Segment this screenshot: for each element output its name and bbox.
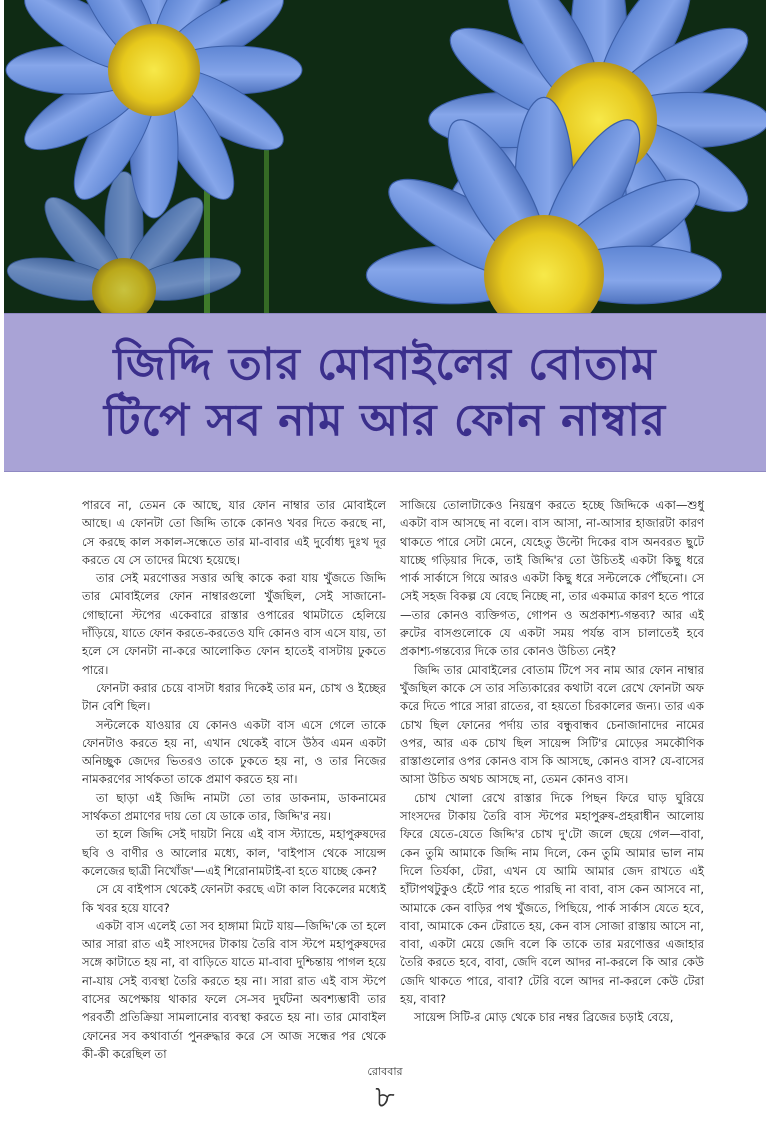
- paragraph: সায়েন্স সিটি-র মোড় থেকে চার নম্বর ব্রিজের চড়াই বেয়ে,: [414, 1010, 674, 1025]
- article-column-left: [82, 496, 386, 1063]
- paragraph: সে যে বাইপাস থেকেই ফোনটা করছে এটা কাল বিকেলের মধ্যেই কি খবর হয়ে যাবে?: [82, 882, 386, 915]
- paragraph: ফোনটা করার চেয়ে বাসটা ধরার দিকেই তার মন, চোখ ও ইচ্ছের টান বেশি ছিল।: [82, 680, 386, 714]
- paragraph: তার সেই মরণোত্তর সত্তার অস্থি কাকে করা যায় খুঁজতে জিদ্দি তার মোবাইলের ফোন নাম্বারগুলো খুঁজছিল, সেই সাজানো-গোছানো স্টপের একেবারে রাস্তার ওপারের থামটাতে হেলিয়ে দাঁড়িয়ে, যাতে ফোন করতে-করতেও যদি কোনও বাস এসে যায়, তা হলে সে ফোনটা না-করে আলোকিত ফোন হাতেই বাসটায় ঢুকতে পারে।: [82, 571, 386, 677]
- headline-line-2: টিপে সব নাম আর ফোন নাম্বার: [103, 394, 667, 446]
- page-footer: [0, 1063, 770, 1114]
- article-column-right: [400, 496, 704, 1063]
- paragraph: তা ছাড়া এই জিদ্দি নামটা তো তার ডাকনাম, ডাকনামের সার্থকতা প্রমাণের দায় তো যে ডাকে তার, জিদ্দি'র নয়।: [82, 790, 386, 824]
- article-body: [82, 496, 704, 1063]
- paragraph: সল্টলেকে যাওয়ার যে কোনও একটা বাস এসে গেলে তাকে ফোনটাও করতে হয় না, এখান থেকেই বাসে উঠব এমন একটা অনিচ্ছুক জেদের ভিতরও তাকে ঢুকতে হয় না, ও তার নিজের নামকরণের সার্থকতা তাকে প্রমাণ করতে হয় না।: [82, 717, 386, 787]
- paragraph: সাজিয়ে তোলাটাকেও নিয়ন্ত্রণ করতে হচ্ছে জিদ্দিকে একা—শুধু একটা বাস আসছে না বলে। বাস আসা, না-আসার হাজারটা কারণ থাকতে পারে সেটা মেনে, যেহেতু উল্টো দিকের বাস অনবরত ছুটে যাচ্ছে গড়িয়ার দিকে, তাই জিদ্দি'র তো উচিতই একটা কিছু ধরে পার্ক সার্কাসে গিয়ে আরও একটা কিছু ধরে সল্টলেকে পৌঁছনো। সে সেই সহজ বিকল্প যে বেছে নিচ্ছে না, তার একমাত্র কারণ হতে পারে—তার কোনও ব্যক্তিগত, গোপন ও অপ্রকাশ্য-গন্তব্য? আর এই রুটের বাসগুলোকে যে একটা সময় পর্যন্ত বাস চালাতেই হবে প্রকাশ্য-গন্তব্যের দিকে তার কোনও উচিত্য নেই?: [400, 498, 704, 659]
- flower-photo: [4, 0, 766, 313]
- paragraph: চোখ খোলা রেখে রাস্তার দিকে পিছন ফিরে ঘাড় ঘুরিয়ে সাংসদের টাকায় তৈরি বাস স্টপের মহাপুরুষ-প্রহরাধীন আলোয় ফিরে যেতে-যেতে জিদ্দি'র চোখ দু'টো জলে ছেয়ে গেল—বাবা, কেন তুমি আমাকে জিদ্দি নাম দিলে, কেন তুমি আমার ভাল নাম দিলে তির্যকা, টেরা, এখন যে আমি আমার জেদ রাখতে এই হাঁটাপথটুকুও হেঁটে পার হতে পারছি না বাবা, বাস কেন আসবে না, আমাকে কেন বাড়ির পথ খুঁজতে, পিছিয়ে, পার্ক সার্কাস যেতে হবে, বাবা, আমাকে কেন টেরাতে হয়, কেন বাস সোজা রাস্তায় আসে না, বাবা, একটা মেয়ে জেদি বলে কি তাকে তার মরণোত্তর এজাহার তৈরি করতে হবে, বাবা, জেদি বলে আদর না-করলে কি আর কেউ জেদি থাকতে পারে, বাবা? টেরি বলে আদর না-করলে কেউ টেরা হয়, বাবা?: [400, 790, 704, 1007]
- paragraph: তা হলে জিদ্দি সেই দায়টা নিয়ে এই বাস স্ট্যান্ডে, মহাপুরুষদের ছবি ও বাণীর ও আলোর মধ্যে, কাল, 'বাইপাস থেকে সায়েন্স কলেজের ছাত্রী নিখোঁজ'—এই শিরোনামটাই-বা হতে যাচ্ছে কেন?: [82, 827, 386, 878]
- paragraph: পারবে না, তেমন কে আছে, যার ফোন নাম্বার তার মোবাইলে আছে। এ ফোনটা তো জিদ্দি তাকে কোনও খবর দিতে করছে না, সে করছে কাল সকাল-সন্ধেতে তার মা-বাবার এই দুর্বোধ্য দুঃখ দূর করতে যে সে তাদের মিথ্যে হয়েছে।: [82, 498, 386, 567]
- magazine-name: রোববার: [367, 1065, 403, 1078]
- paragraph: জিদ্দি তার মোবাইলের বোতাম টিপে সব নাম আর ফোন নাম্বার খুঁজছিল কাকে সে তার সত্যিকারের কথাটা বলে রেখে ফোনটা অফ করে দিতে পারে সারা রাতের, বা হয়তো চিরকালের জন্য। তার এক চোখ ছিল ফোনের পর্দায় তার বন্ধুবান্ধব চেনাজানাদের নামের ওপর, আর এক চোখ ছিল সায়েন্স সিটি'র মোড়ের সমকৌণিক রাস্তাগুলোর ওপর কোনও বাস কি আসছে, কোনও বাস? যে-বাসের আসা উচিত অথচ আসছে না, তেমন কোনও বাস।: [400, 662, 704, 787]
- page-number: ৮: [375, 1080, 395, 1115]
- headline-band: [4, 313, 766, 472]
- paragraph: একটা বাস এলেই তো সব হাঙ্গামা মিটে যায়—জিদ্দি'কে তা হলে আর সারা রাত এই সাংসদের টাকায় তৈরি বাস স্টপে মহাপুরুষদের সঙ্গে কাটাতে হয় না, বা বাড়িতে যাতে মা-বাবা দুশ্চিন্তায় পাগল হয়ে না-যায় সেই ব্যবস্থা তৈরি করতে হয় না। সারা রাত এই বাস স্টপে বাসের অপেক্ষায় থাকার ফলে সে-সব দুর্ঘটনা অবশ্যম্ভাবী তার পরবর্তী প্রতিক্রিয়া সামলানোর ব্যবস্থা করতে হয় না। তার মোবাইল ফোনের সব কথাবার্তা পুনরুদ্ধার করে সে আজ সন্ধের পর থেকে কী-কী করেছিল তা: [82, 918, 386, 1061]
- headline-line-1: জিদ্দি তার মোবাইলের বোতাম: [113, 338, 657, 390]
